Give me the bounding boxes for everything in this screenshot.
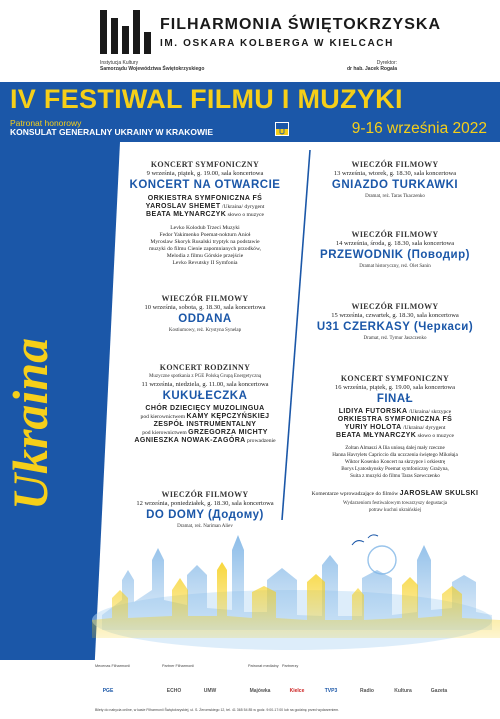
event-block: WIECZÓR FILMOWY 10 września, sobota, g. 18.30, sala koncertowa ODDANA Kostiumowy, reż. Krystyna Synelap: [105, 294, 305, 334]
event-title: FINAŁ: [376, 393, 414, 405]
director-info: Dyrektor: dr hab. Jacek Rogala: [346, 60, 397, 72]
event-title: KONCERT NA OTWARCIE: [129, 179, 281, 191]
sponsor-logo: Gazeta: [430, 688, 448, 694]
event-title: ODDANA: [178, 313, 232, 325]
event-title: DO DOMY (Додому): [146, 509, 264, 521]
closing-notes: Komentarze wprowadzające do filmów JAROSŁAW SKULSKI Wydarzeniom festiwalowym towarzyszy degustacja potraw kuchni ukraińskiej: [311, 490, 479, 513]
event-block: KONCERT RODZINNY Muzyczne spotkania z PGE Polską Grupą Energetyczną 11 września, niedziela, g. 11.00, sala koncertowa KUKUŁECZKA CHÓR DZIECIĘCY MUZOLINGUA pod kierownictwem KAMY KĘPCZYŃSKIEJ ZESPÓŁ INSTRUMENTALNY pod kierownictwem GRZEGORZA MICHTY AGNIESZKA NOWAK-ZAGÓRA prowadzenie: [105, 363, 305, 445]
event-block: WIECZÓR FILMOWY 12 września, poniedziałek, g. 18.30, sala koncertowa DO DOMY (Додому) Dramat, reż. Nariman Aliev: [105, 490, 305, 530]
event-title: PRZEWODNIK (Поводир): [320, 249, 470, 261]
festival-dates: 9-16 września 2022: [351, 120, 487, 137]
sponsor-logo: Kultura: [394, 688, 412, 694]
patron-name: KONSULAT GENERALNY UKRAINY W KRAKOWIE: [10, 127, 214, 137]
patronage-label: Patronat honorowy: [10, 118, 82, 128]
ukraina-lettering: Ukraina: [2, 337, 58, 511]
event-title: GNIAZDO TURKAWKI: [331, 179, 459, 191]
sponsor-logo: Radio: [360, 688, 374, 694]
festival-title: IV FESTIWAL FILMU I MUZYKI: [10, 84, 403, 114]
sponsor-logo: Kielce: [289, 688, 305, 694]
sponsor-logo: ECHO: [166, 688, 182, 694]
institution-info: Instytucja Kultury Samorządu Województwa Świętokrzyskiego: [100, 60, 205, 72]
event-block: WIECZÓR FILMOWY 14 września, środa, g. 18.30, sala koncertowa PRZEWODNIK (Поводир) Dramat historyczny, reż. Olet Sanin: [300, 230, 490, 270]
sponsor-logo: TVP3: [324, 688, 338, 694]
sponsor-logo: Majówka: [249, 688, 271, 694]
event-title: KUKUŁECZKA: [162, 390, 248, 402]
event-block: WIECZÓR FILMOWY 13 września, wtorek, g. 18.30, sala koncertowa GNIAZDO TURKAWKI Dramat, reż. Taras Tkaczenko: [300, 160, 490, 200]
brand-subtitle: IM. OSKARA KOLBERGA W KIELCACH: [160, 38, 394, 49]
event-block: KONCERT SYMFONICZNY 9 września, piątek, g. 19.00, sala koncertowa KONCERT NA OTWARCIE ORKIESTRA SYMFONICZNA FŚ YAROSLAV SHEMET /Ukraina/ dyrygent BEATA MŁYNARCZYK słowo o muzyce Levko Kolodub Trzeci Muzyki Fedor Yakimenko Poemat-nokturn Anioł Myroslaw Skoryk Rusalski tryptyk na podstawie muzyki do filmu Cienie zapomnianych przodków, Melodia z filmu Górskie przejście Levko Revutsky II Symfonia: [105, 160, 305, 267]
brand-name: FILHARMONIA ŚWIĘTOKRZYSKA: [160, 16, 441, 33]
ticket-info: Bilety do nabycia online, w kasie Filharmonii Świętokrzyskiej, ul. S. Żeromskiego 12, tel. 41 365 54 85 w godz. 9:00-17:00 lub na godzinę przed wydarzeniem.: [95, 708, 340, 712]
city-skyline-illustration: [92, 520, 500, 650]
sponsor-logo: PGE: [102, 688, 114, 694]
event-title: U31 CZERKASY (Черкаси): [316, 321, 474, 333]
event-block: WIECZÓR FILMOWY 15 września, czwartek, g. 18.30, sala koncertowa U31 CZERKASY (Черкаси) Dramat, reż. Tymur Jaszczenko: [300, 302, 490, 342]
event-block: KONCERT SYMFONICZNY 16 września, piątek, g. 19.00, sala koncertowa FINAŁ LIDIYA FUTORSKA /Ukraina/ skrzypce ORKIESTRA SYMFONICZNA FŚ YURIY HOLOTA /Ukraina/ dyrygent BEATA MŁYNARCZYK słowo o muzyce Zoltan Almaszi A Ilia uniosą dalej mały rzeczne Hanna Havrylets Capriccio dla uczczenia świętego Mikołaja Wiktor Kosenko Koncert na skrzypce i orkiestrę Borys Lyatoshynsky Poemat symfoniczny Grażyna, Suita z muzyki do filmu Taras Szewczenko: [300, 374, 490, 480]
sponsor-logo: UMW: [203, 688, 217, 694]
